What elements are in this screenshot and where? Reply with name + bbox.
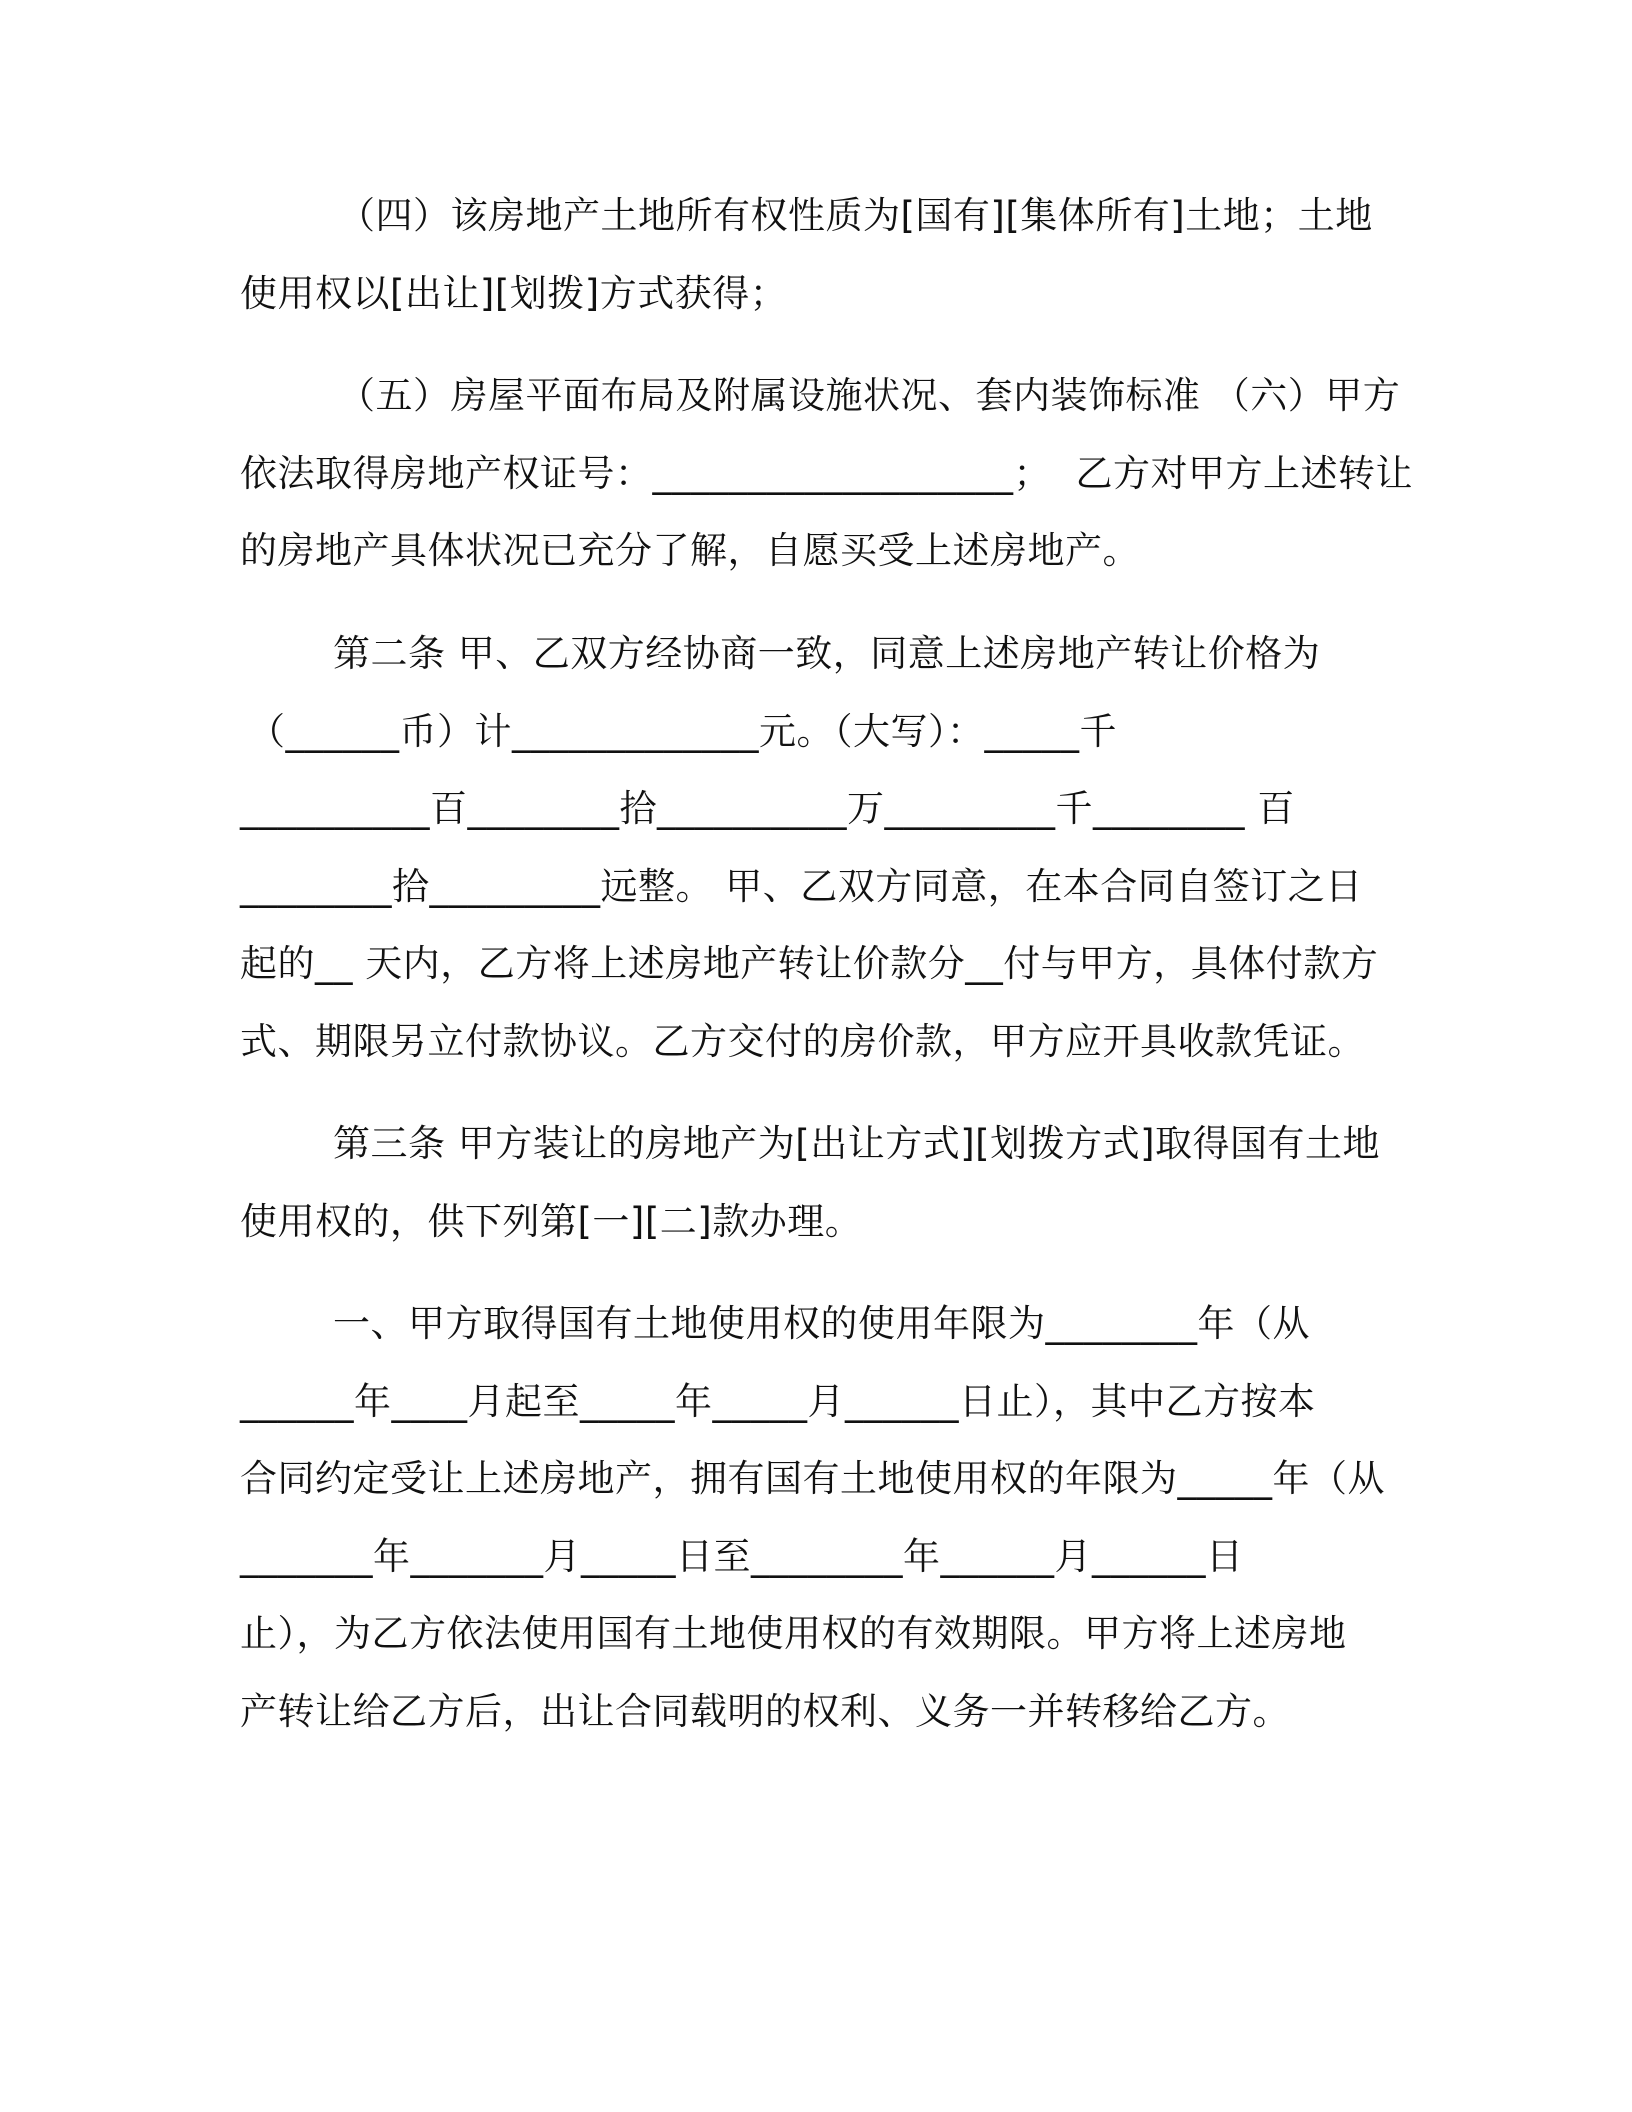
article-2-line-2: （______币）计_____________元。（大写）：_____千 <box>248 710 1117 753</box>
item-1-line-2: ______年____月起至_____年_____月______日止），其中乙方按本 <box>240 1380 1316 1423</box>
item-1-line-6: 产转让给乙方后，出让合同载明的权利、义务一并转移给乙方。 <box>240 1690 1290 1733</box>
item-1-line-3: 合同约定受让上述房地产，拥有国有土地使用权的年限为_____年（从 <box>240 1457 1385 1500</box>
clause-5-line-3: 的房地产具体状况已充分了解，自愿买受上述房地产。 <box>240 529 1140 572</box>
article-2-line-1: 第二条 甲、乙双方经协商一致，同意上述房地产转让价格为 <box>333 632 1321 675</box>
clause-5-line-2: 依法取得房地产权证号：___________________； 乙方对甲方上述转让 <box>240 452 1414 495</box>
clause-4-line-1: （四）该房地产土地所有权性质为[国有][集体所有]土地；土地 <box>338 194 1373 237</box>
item-1-line-1: 一、甲方取得国有土地使用权的使用年限为________年（从 <box>333 1302 1310 1345</box>
item-1-line-5: 止），为乙方依法使用国有土地使用权的有效期限。甲方将上述房地 <box>240 1612 1347 1655</box>
clause-4-line-2: 使用权以[出让][划拨]方式获得； <box>240 272 788 315</box>
article-2-line-3: __________百________拾__________万_________千________ 百 <box>240 787 1295 830</box>
article-3-line-1: 第三条 甲方装让的房地产为[出让方式][划拨方式]取得国有土地 <box>333 1122 1380 1165</box>
article-2-line-6: 式、期限另立付款协议。乙方交付的房价款，甲方应开具收款凭证。 <box>240 1020 1365 1063</box>
clause-5-line-1: （五）房屋平面布局及附属设施状况、套内装饰标准 （六）甲方 <box>338 374 1401 417</box>
item-1-line-4: _______年_______月_____日至________年______月______日 <box>240 1535 1244 1578</box>
article-3-line-2: 使用权的，供下列第[一][二]款办理。 <box>240 1200 863 1243</box>
article-2-line-4: ________拾_________远整。 甲、乙双方同意，在本合同自签订之日 <box>240 865 1363 908</box>
article-2-line-5: 起的__ 天内，乙方将上述房地产转让价款分__付与甲方，具体付款方 <box>240 942 1379 985</box>
